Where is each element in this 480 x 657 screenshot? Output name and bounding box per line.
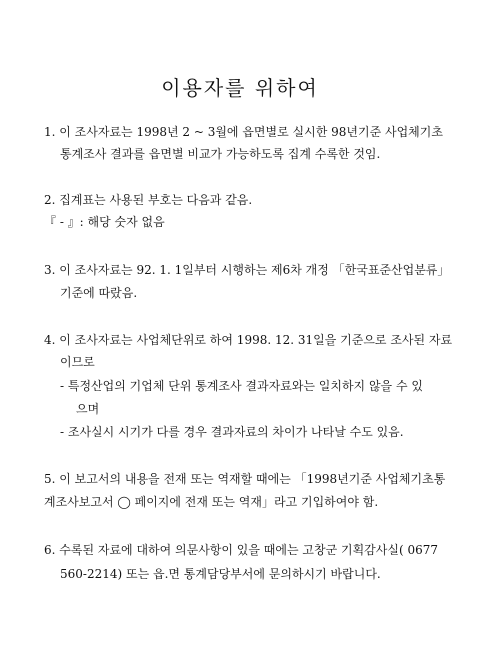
note-1-line-1: 1. 이 조사자료는 1998년 2 ~ 3월에 읍면별로 실시한 98년기준 사업체기초	[44, 125, 443, 139]
page-title: 이용자를 위하여	[161, 76, 319, 100]
note-2-line-2: 『 - 』: 해당 숫자 없음	[44, 215, 165, 229]
note-3-line-1: 3. 이 조사자료는 92. 1. 1일부터 시행하는 제6차 개정 「한국표준산업분류」	[44, 263, 450, 277]
note-4-line-2: 이므로	[60, 355, 95, 369]
note-6-line-2: 560-2214) 또는 읍.면 통계담당부서에 문의하시기 바랍니다.	[60, 567, 381, 581]
note-1-line-2: 통계조사 결과를 읍면별 비교가 가능하도록 집계 수록한 것임.	[60, 147, 381, 161]
note-4-line-1: 4. 이 조사자료는 사업체단위로 하여 1998. 12. 31일을 기준으로 조사된 자료	[44, 333, 453, 347]
note-6-line-1: 6. 수록된 자료에 대하여 의문사항이 있을 때에는 고창군 기획감사실( 0677	[44, 543, 438, 557]
note-4-bullet-1: - 특정산업의 기업체 단위 통계조사 결과자료와는 일치하지 않을 수 있	[60, 379, 423, 393]
note-2-line-1: 2. 집계표는 사용된 부호는 다음과 같음.	[44, 193, 253, 207]
note-5-line-2: 계조사보고서 ◯ 페이지에 전재 또는 역재」라고 기입하여야 함.	[44, 495, 379, 509]
note-4-bullet-2: - 조사실시 시기가 다를 경우 결과자료의 차이가 나타날 수도 있음.	[60, 425, 404, 439]
note-3-line-2: 기준에 따랐음.	[60, 286, 138, 300]
note-5-line-1: 5. 이 보고서의 내용을 전재 또는 역재할 때에는 「1998년기준 사업체기초통	[44, 472, 446, 486]
note-4-bullet-1-cont: 으며	[76, 402, 100, 416]
